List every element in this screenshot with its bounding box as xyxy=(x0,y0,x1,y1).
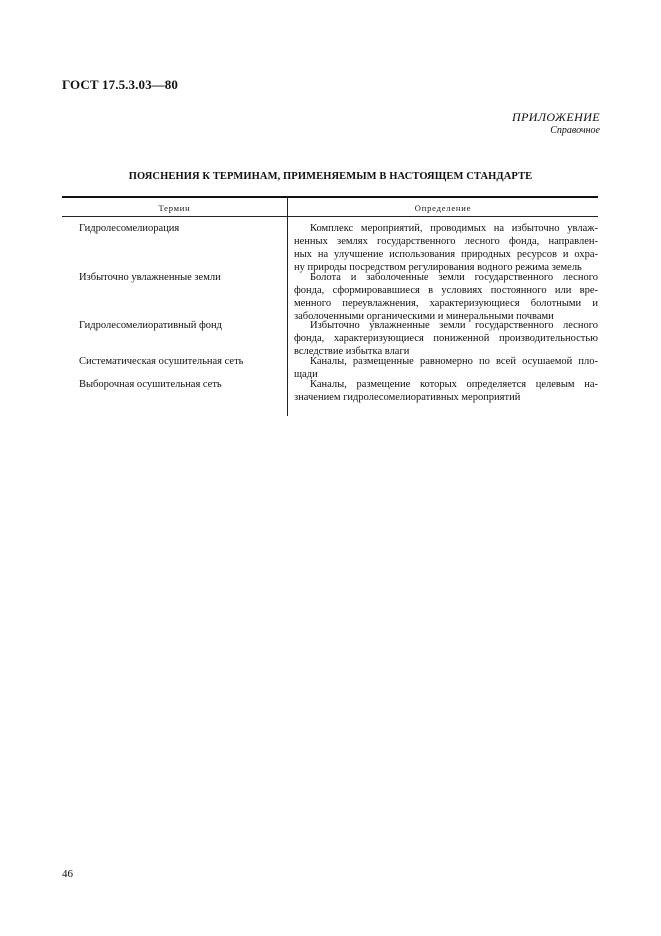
definition-line: Избыточно увлажненные земли государственного лесного xyxy=(310,320,598,331)
page-title: ПОЯСНЕНИЯ К ТЕРМИНАМ, ПРИМЕНЯЕМЫМ В НАСТОЯЩЕМ СТАНДАРТЕ xyxy=(128,171,533,182)
definition-line: Каналы, размещенные равномерно по всей осушаемой пло- xyxy=(310,356,598,367)
table-header-rule xyxy=(62,216,598,217)
definition-line: Комплекс мероприятий, проводимых на избыточно увлаж- xyxy=(310,223,598,234)
definition-cell xyxy=(294,271,598,323)
term-cell: Избыточно увлажненные земли xyxy=(79,272,221,283)
appendix-type: Справочное xyxy=(550,125,600,136)
definition-line: Болота и заболоченные земли государственного лесного xyxy=(310,272,598,283)
definition-line: заболоченными органическими и минеральными почвами xyxy=(294,311,554,322)
table-top-rule xyxy=(62,196,598,198)
definition-line: вследствие избытка влаги xyxy=(294,346,410,357)
definition-line: ну природы посредством регулирования водного режима земель xyxy=(294,262,582,273)
term-cell: Гидролесомелиоративный фонд xyxy=(79,320,223,331)
definition-line: ных на улучшение использования природных ресурсов и охра- xyxy=(294,249,598,260)
definition-line: Каналы, размещение которых определяется целевым на- xyxy=(310,379,598,390)
term-cell: Систематическая осушительная сеть xyxy=(79,356,244,367)
column-header-term: Термин xyxy=(158,203,191,213)
definition-line: фонда, сформировавшиеся в условиях постоянного или вре- xyxy=(294,285,598,296)
definition-cell xyxy=(294,378,598,404)
definition-line: фонда, характеризующиеся пониженной производительностью xyxy=(294,333,598,344)
document-code: ГОСТ 17.5.3.03—80 xyxy=(62,77,178,92)
definition-line: значением гидролесомелиоративных мероприятий xyxy=(294,392,521,403)
definition-line: менного переувлажнения, характеризующиеся болотными и xyxy=(294,298,598,309)
table-column-divider xyxy=(287,198,288,416)
column-header-definition: Определение xyxy=(414,203,472,213)
appendix-label: ПРИЛОЖЕНИЕ xyxy=(512,110,600,124)
definition-line: ненных землях государственного лесного фонда, направлен- xyxy=(294,236,598,247)
term-cell: Гидролесомелиорация xyxy=(79,223,180,234)
definition-cell xyxy=(294,222,598,274)
page-number: 46 xyxy=(62,868,73,880)
term-cell: Выборочная осушительная сеть xyxy=(79,379,222,390)
definition-cell xyxy=(294,319,598,358)
appendix-block xyxy=(512,110,600,138)
definition-line: щади xyxy=(294,369,318,380)
